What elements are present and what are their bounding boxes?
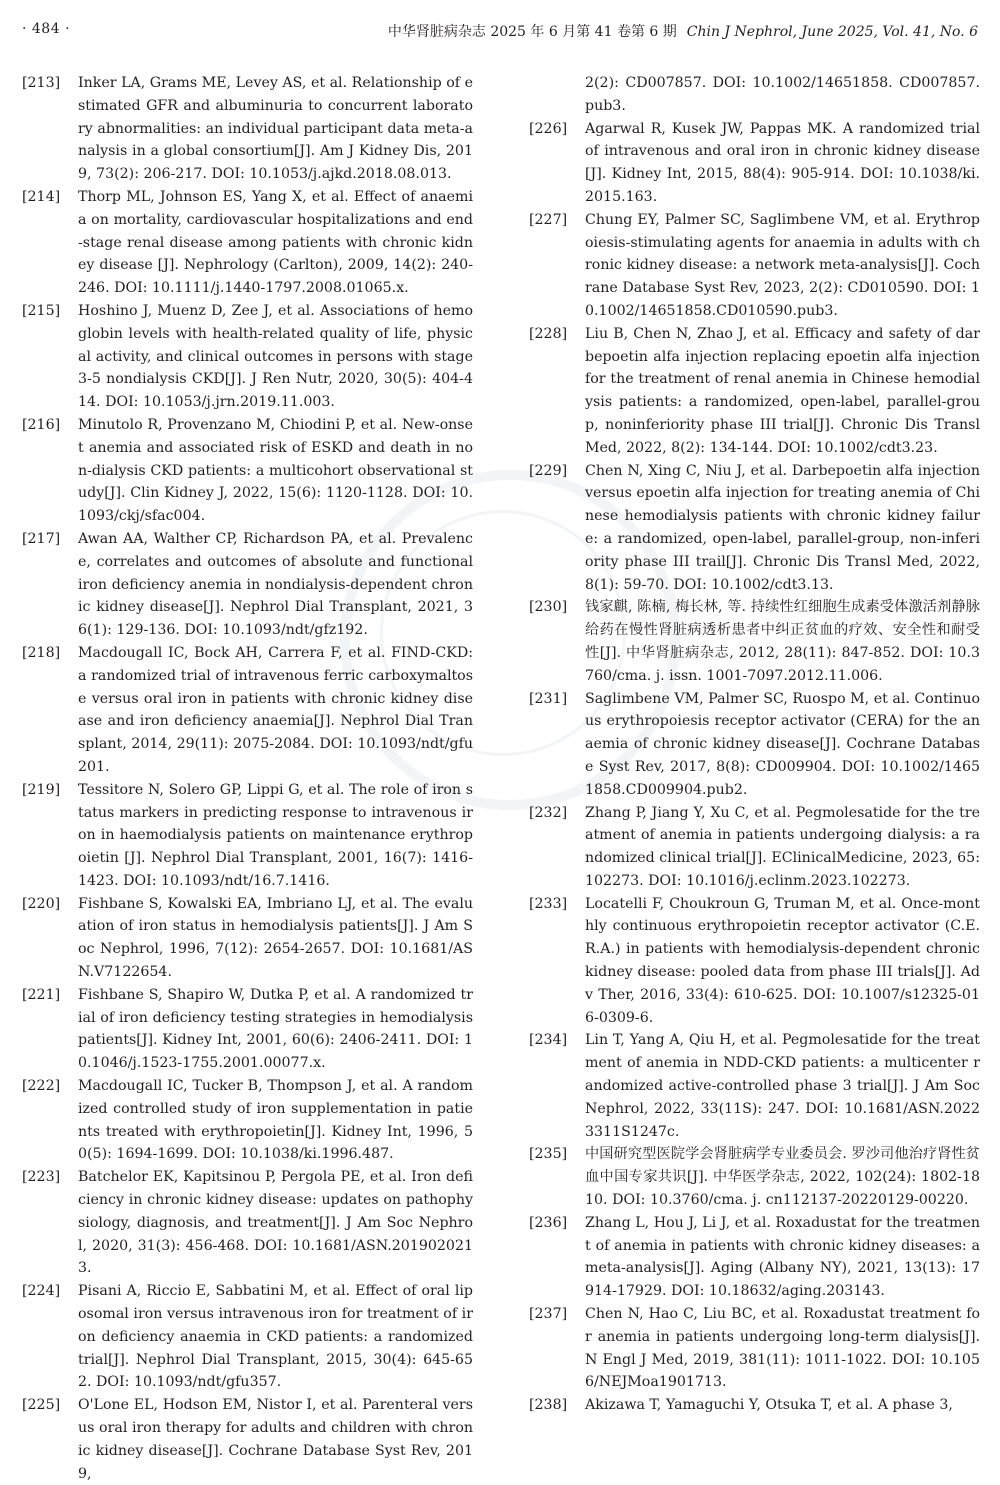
reference-item (529, 1143, 980, 1211)
right-column (529, 72, 980, 1417)
reference-item (22, 528, 473, 642)
reference-item (22, 1075, 473, 1166)
page-number: · 484 · (22, 21, 71, 37)
reference-number: [216] (22, 416, 61, 433)
reference-text: Macdougall IC, Tucker B, Thompson J, et al. A randomized controlled study of iron supplementation in patients treated with erythropoietin[J]. Kidney Int, 1996, 50(5): 1694-1699. DOI: 10.1038/ki.1996.487. (78, 1078, 473, 1163)
reference-item (22, 300, 473, 414)
reference-item (529, 118, 980, 209)
journal-name-cn: 中华肾脏病杂志 2025 年 6 月第 41 卷第 6 期 (387, 24, 677, 40)
reference-text: Fishbane S, Kowalski EA, Imbriano LJ, et al. The evaluation of iron status in hemodialysis patients[J]. J Am Soc Nephrol, 1996, 7(12): 2654-2657. DOI: 10.1681/ASN.V7122654. (78, 895, 473, 981)
reference-text: Macdougall IC, Bock AH, Carrera F, et al. FIND-CKD: a randomized trial of intravenous ferric carboxymaltose versus oral iron in patients with chronic kidney disease and iron deficiency anaemia[J]. Nephrol Dial Transplant, 2014, 29(11): 2075-2084. DOI: 10.1093/ndt/gfu201. (78, 644, 473, 775)
reference-number: [214] (22, 188, 61, 205)
reference-text: Locatelli F, Choukroun G, Truman M, et al. Once-monthly continuous erythropoietin receptor activator (C.E.R.A.) in patients with hemodialysis-dependent chronic kidney disease: pooled data from phase III trials[J]. Adv Ther, 2016, 33(4): 610-625. DOI: 10.1007/s12325-016-0309-6. (585, 895, 980, 1026)
reference-number: [233] (529, 895, 568, 912)
reference-number: [231] (529, 690, 568, 707)
reference-number: [219] (22, 781, 61, 798)
reference-text: Fishbane S, Shapiro W, Dutka P, et al. A randomized trial of iron deficiency testing strategies in hemodialysis patients[J]. Kidney Int, 2001, 60(6): 2406-2411. DOI: 10.1046/j.1523-1755.2001.00077.x. (78, 986, 473, 1072)
reference-item (529, 596, 980, 687)
reference-text: Liu B, Chen N, Zhao J, et al. Efficacy and safety of darbepoetin alfa injection replacing epoetin alfa injection for the treatment of renal anemia in Chinese hemodialysis patients: a randomized, open-label, parallel-group, noninferiority phase III trial[J]. Chronic Dis Transl Med, 2022, 8(2): 134-144. DOI: 10.1002/cdt3.23. (585, 325, 980, 456)
reference-item (529, 1212, 980, 1303)
reference-continuation (529, 72, 980, 118)
reference-continuation-text: 2(2): CD007857. DOI: 10.1002/14651858. CD007857.pub3. (585, 75, 980, 114)
reference-item (22, 414, 473, 528)
reference-text: 中国研究型医院学会肾脏病学专业委员会. 罗沙司他治疗肾性贫血中国专家共识[J]. 中华医学杂志, 2022, 102(24): 1802-1810. DOI: 10.3760/cma. j. cn112137-20220129-00220. (585, 1146, 980, 1209)
reference-text: Zhang P, Jiang Y, Xu C, et al. Pegmolesatide for the treatment of anemia in patients undergoing dialysis: a randomized clinical trial[J]. EClinicalMedicine, 2023, 65: 102273. DOI: 10.1016/j.eclinm.2023.102273. (585, 804, 980, 889)
reference-item (22, 642, 473, 779)
running-header (0, 0, 1000, 64)
reference-item (22, 1394, 473, 1485)
reference-number: [236] (529, 1214, 568, 1231)
reference-item (22, 893, 473, 984)
reference-number: [230] (529, 599, 568, 616)
reference-number: [229] (529, 462, 568, 479)
reference-item (529, 323, 980, 460)
reference-text: Chung EY, Palmer SC, Saglimbene VM, et al. Erythropoiesis-stimulating agents for anaemia in adults with chronic kidney disease: a network meta-analysis[J]. Cochrane Database Syst Rev, 2023, 2(2): CD010590. DOI: 10.1002/14651858.CD010590.pub3. (585, 211, 980, 319)
reference-item (22, 1166, 473, 1280)
reference-item (529, 802, 980, 893)
reference-text: Agarwal R, Kusek JW, Pappas MK. A randomized trial of intravenous and oral iron in chronic kidney disease[J]. Kidney Int, 2015, 88(4): 905-914. DOI: 10.1038/ki.2015.163. (585, 120, 980, 205)
reference-text: Hoshino J, Muenz D, Zee J, et al. Associations of hemoglobin levels with health-related quality of life, physical activity, and clinical outcomes in persons with stage 3-5 nondialysis CKD[J]. J Ren Nutr, 2020, 30(5): 404-414. DOI: 10.1053/j.jrn.2019.11.003. (78, 302, 473, 411)
reference-text: Lin T, Yang A, Qiu H, et al. Pegmolesatide for the treatment of anemia in NDD-CKD patients: a multicenter randomized active-controlled phase 3 trial[J]. J Am Soc Nephrol, 2022, 33(11S): 247. DOI: 10.1681/ASN.20223311S1247c. (585, 1032, 980, 1140)
reference-text: 钱家麒, 陈楠, 梅长林, 等. 持续性红细胞生成素受体激活剂静脉给药在慢性肾脏病透析患者中纠正贫血的疗效、安全性和耐受性[J]. 中华肾脏病杂志, 2012, 28(11): 847-852. DOI: 10.3760/cma. j. issn. 1001-7097.2012.11.006. (585, 599, 980, 684)
reference-number: [222] (22, 1078, 61, 1095)
reference-number: [218] (22, 644, 61, 661)
reference-text: Batchelor EK, Kapitsinou P, Pergola PE, et al. Iron deficiency in chronic kidney disease: updates on pathophysiology, diagnosis, and treatment[J]. J Am Soc Nephrol, 2020, 31(3): 456-468. DOI: 10.1681/ASN.2019020213. (78, 1169, 473, 1277)
reference-text: Chen N, Xing C, Niu J, et al. Darbepoetin alfa injection versus epoetin alfa injection for treating anemia of Chinese hemodialysis patients with chronic kidney failure: a randomized, open-label, parallel-group, non-inferiority phase III trail[J]. Chronic Dis Transl Med, 2022, 8(1): 59-70. DOI: 10.1002/cdt3.13. (585, 462, 980, 593)
reference-text: Awan AA, Walther CP, Richardson PA, et al. Prevalence, correlates and outcomes of absolute and functional iron deficiency anemia in nondialysis-dependent chronic kidney disease[J]. Nephrol Dial Transplant, 2021, 36(1): 129-136. DOI: 10.1093/ndt/gfz192. (78, 530, 473, 639)
reference-number: [235] (529, 1146, 568, 1163)
reference-number: [225] (22, 1397, 61, 1414)
reference-text: Tessitore N, Solero GP, Lippi G, et al. The role of iron status markers in predicting response to intravenous iron in haemodialysis patients on maintenance erythropoietin [J]. Nephrol Dial Transplant, 2001, 16(7): 1416-1423. DOI: 10.1093/ndt/16.7.1416. (78, 781, 473, 889)
reference-item (22, 984, 473, 1075)
left-column (22, 72, 473, 1485)
reference-number: [215] (22, 302, 61, 319)
reference-number: [234] (529, 1032, 568, 1049)
reference-item (529, 688, 980, 802)
reference-number: [237] (529, 1306, 568, 1323)
reference-number: [223] (22, 1169, 61, 1186)
reference-text: Saglimbene VM, Palmer SC, Ruospo M, et al. Continuous erythropoiesis receptor activator (CERA) for the anaemia of chronic kidney disease[J]. Cochrane Database Syst Rev, 2017, 8(8): CD009904. DOI: 10.1002/14651858.CD009904.pub2. (585, 690, 980, 798)
reference-number: [238] (529, 1397, 568, 1414)
reference-text: Akizawa T, Yamaguchi Y, Otsuka T, et al. A phase 3, (585, 1397, 953, 1414)
reference-item (529, 1029, 980, 1143)
reference-item (22, 72, 473, 186)
reference-text: Inker LA, Grams ME, Levey AS, et al. Relationship of estimated GFR and albuminuria to concurrent laboratory abnormalities: an individual participant data meta-analysis in a global consortium[J]. Am J Kidney Dis, 2019, 73(2): 206-217. DOI: 10.1053/j.ajkd.2018.08.013. (78, 75, 473, 183)
reference-text: Minutolo R, Provenzano M, Chiodini P, et al. New-onset anemia and associated risk of ESKD and death in non-dialysis CKD patients: a multicohort observational study[J]. Clin Kidney J, 2022, 15(6): 1120-1128. DOI: 10.1093/ckj/sfac004. (78, 416, 473, 525)
reference-number: [217] (22, 530, 61, 547)
journal-citation-line (388, 21, 978, 41)
reference-number: [224] (22, 1283, 61, 1300)
reference-text: Chen N, Hao C, Liu BC, et al. Roxadustat treatment for anemia in patients undergoing long-term dialysis[J]. N Engl J Med, 2019, 381(11): 1011-1022. DOI: 10.1056/NEJMoa1901713. (585, 1306, 980, 1391)
reference-text: Thorp ML, Johnson ES, Yang X, et al. Effect of anaemia on mortality, cardiovascular hospitalizations and end-stage renal disease among patients with chronic kidney disease [J]. Nephrology (Carlton), 2009, 14(2): 240-246. DOI: 10.1111/j.1440-1797.2008.01065.x. (78, 188, 473, 297)
reference-number: [227] (529, 211, 568, 228)
reference-item (529, 1394, 980, 1417)
reference-item (22, 779, 473, 893)
reference-item (529, 460, 980, 597)
reference-number: [213] (22, 75, 61, 91)
reference-item (529, 893, 980, 1030)
reference-number: [220] (22, 895, 61, 912)
reference-number: [232] (529, 804, 568, 821)
reference-item (529, 209, 980, 323)
reference-text: O'Lone EL, Hodson EM, Nistor I, et al. Parenteral versus oral iron therapy for adults and children with chronic kidney disease[J]. Cochrane Database Syst Rev, 2019, (78, 1397, 473, 1482)
reference-item (22, 186, 473, 300)
reference-text: Zhang L, Hou J, Li J, et al. Roxadustat for the treatment of anemia in patients with chronic kidney diseases: a meta-analysis[J]. Aging (Albany NY), 2021, 13(13): 17914-17929. DOI: 10.18632/aging.203143. (585, 1214, 980, 1300)
reference-number: [228] (529, 325, 568, 342)
reference-number: [221] (22, 986, 61, 1003)
reference-number: [226] (529, 120, 568, 137)
reference-item (22, 1280, 473, 1394)
journal-name-en: Chin J Nephrol, June 2025, Vol. 41, No. 6 (686, 24, 978, 40)
reference-item (529, 1303, 980, 1394)
reference-text: Pisani A, Riccio E, Sabbatini M, et al. Effect of oral liposomal iron versus intravenous iron for treatment of iron deficiency anaemia in CKD patients: a randomized trial[J]. Nephrol Dial Transplant, 2015, 30(4): 645-652. DOI: 10.1093/ndt/gfu357. (78, 1283, 473, 1391)
